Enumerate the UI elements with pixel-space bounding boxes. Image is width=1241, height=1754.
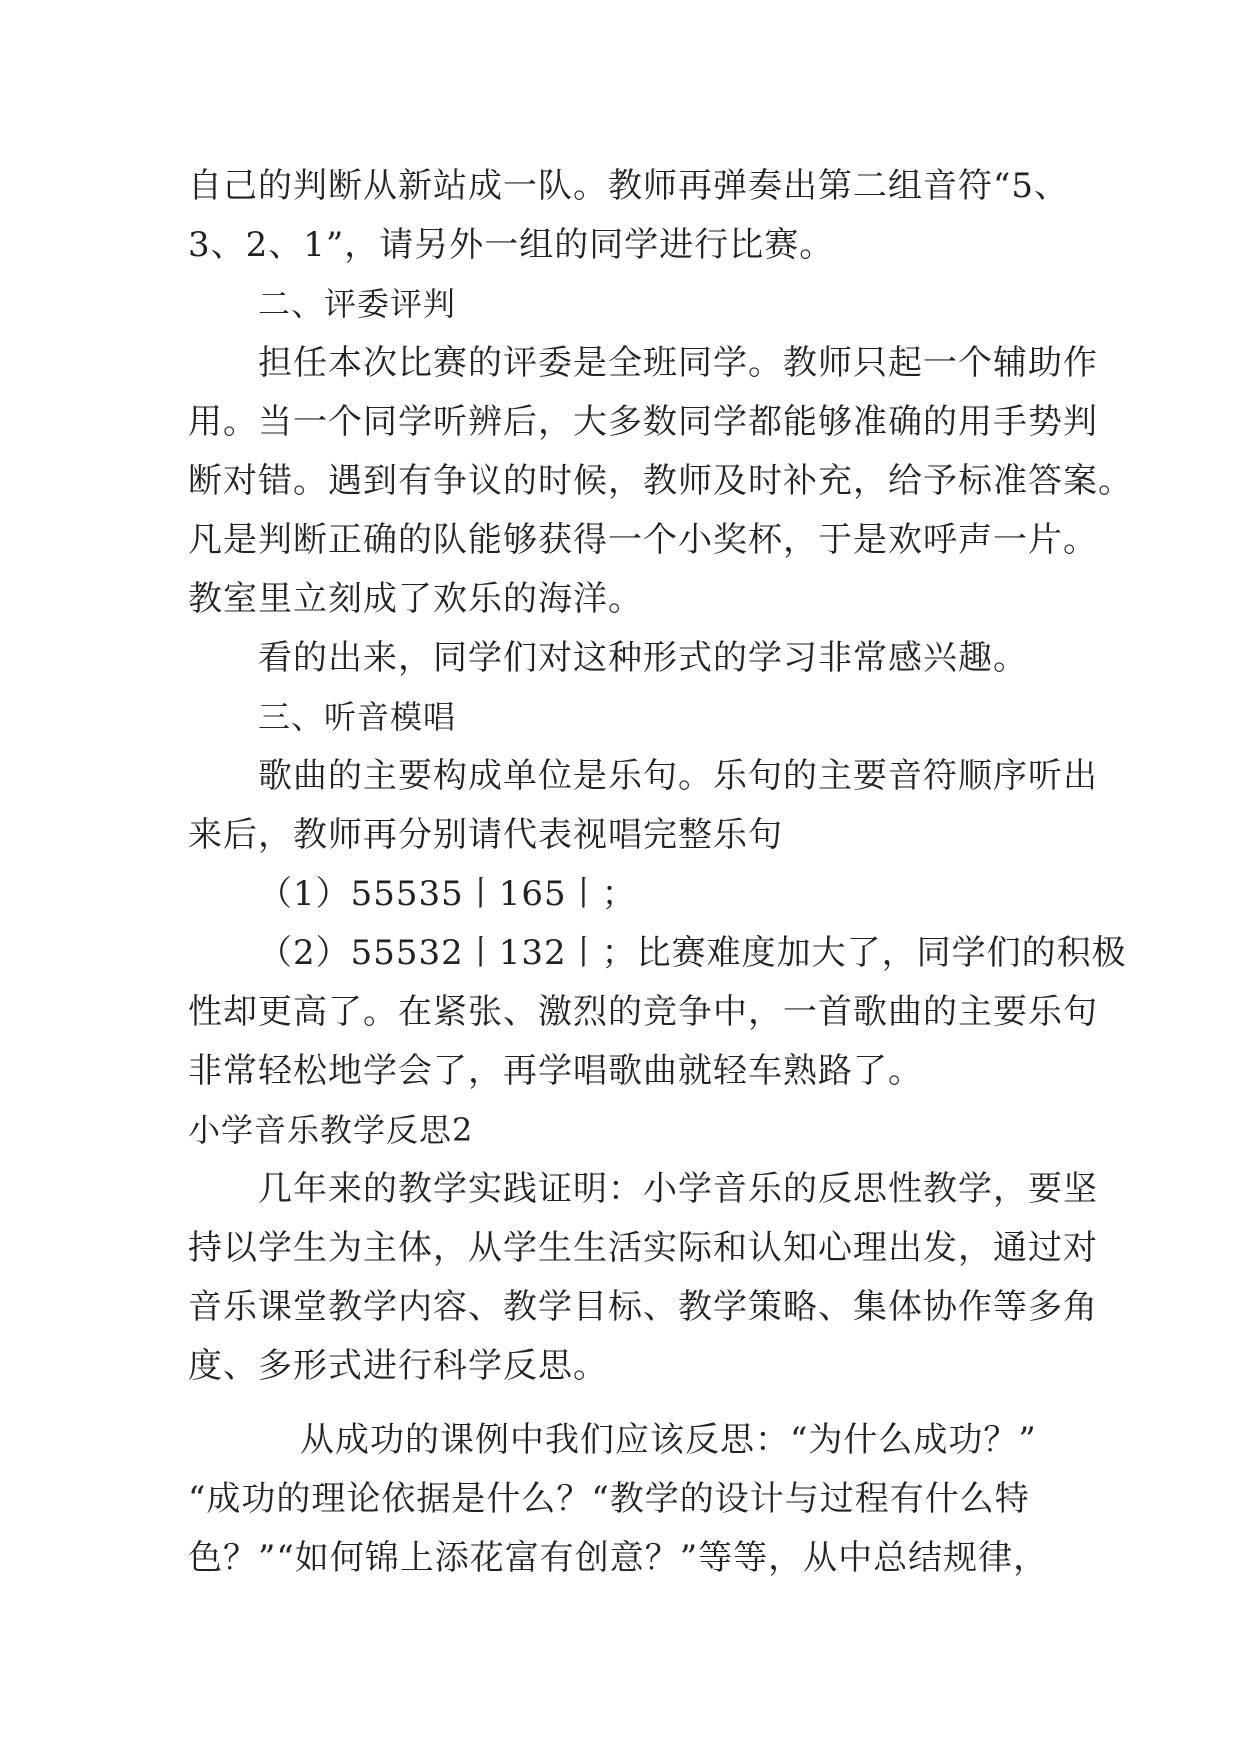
paragraph-line: 音乐课堂教学内容、教学目标、教学策略、集体协作等多角 — [188, 1287, 1098, 1327]
paragraph-line: 教室里立刻成了欢乐的海洋。 — [188, 579, 643, 619]
section-heading-singing: 三、听音模唱 — [258, 698, 457, 736]
paragraph-line: 性却更高了。在紧张、激烈的竞争中，一首歌曲的主要乐句 — [188, 992, 1098, 1032]
section-heading-judging: 二、评委评判 — [258, 285, 457, 323]
paragraph-line: 度、多形式进行科学反思。 — [188, 1346, 608, 1386]
paragraph-line: 自己的判断从新站成一队。教师再弹奏出第二组音符“5、 — [188, 166, 1070, 206]
paragraph-line: 用。当一个同学听辨后，大多数同学都能够准确的用手势判 — [188, 402, 1098, 442]
document-subtitle: 小学音乐教学反思2 — [188, 1111, 474, 1149]
paragraph-line: 看的出来，同学们对这种形式的学习非常感兴趣。 — [258, 638, 1028, 678]
paragraph-line: 非常轻松地学会了，再学唱歌曲就轻车熟路了。 — [188, 1051, 923, 1091]
notation-line-2: （2）55532丨132丨；比赛难度加大了，同学们的积极 — [258, 933, 1127, 973]
paragraph-line: “成功的理论依据是什么？“教学的设计与过程有什么特 — [188, 1479, 1030, 1519]
paragraph-line: 几年来的教学实践证明：小学音乐的反思性教学，要坚 — [258, 1169, 1098, 1209]
paragraph-line: 凡是判断正确的队能够获得一个小奖杯，于是欢呼声一片。 — [188, 520, 1098, 560]
paragraph-line: 断对错。遇到有争议的时候，教师及时补充，给予标准答案。 — [188, 461, 1133, 501]
paragraph-line: 来后，教师再分别请代表视唱完整乐句 — [188, 815, 783, 855]
paragraph-line: 色？”“如何锦上添花富有创意？”等等，从中总结规律， — [188, 1538, 1049, 1578]
paragraph-line: 歌曲的主要构成单位是乐句。乐句的主要音符顺序听出 — [258, 756, 1098, 796]
paragraph-line: 3、2、1”，请另外一组的同学进行比赛。 — [188, 225, 835, 265]
paragraph-line: 从成功的课例中我们应该反思：“为什么成功？” — [300, 1420, 1037, 1460]
notation-line-1: （1）55535丨165丨； — [258, 874, 637, 914]
paragraph-line: 持以学生为主体，从学生生活实际和认知心理出发，通过对 — [188, 1228, 1098, 1268]
paragraph-line: 担任本次比赛的评委是全班同学。教师只起一个辅助作 — [258, 343, 1098, 383]
